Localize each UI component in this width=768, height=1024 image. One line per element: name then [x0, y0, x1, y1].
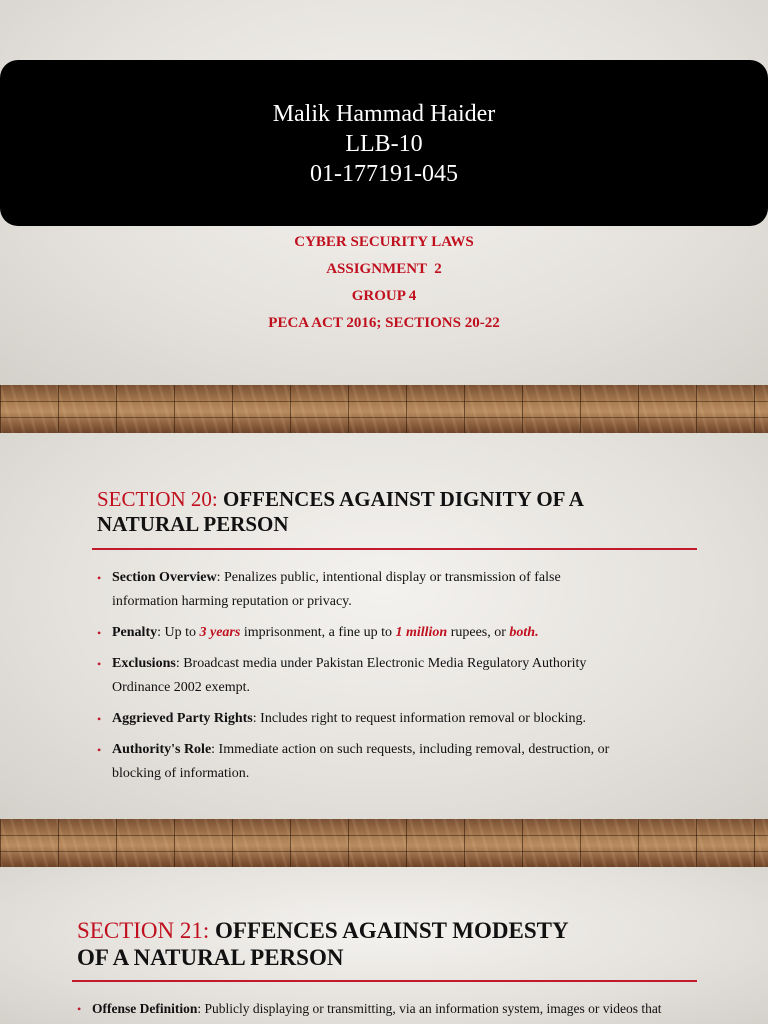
section-20-bullets: [97, 566, 717, 793]
bullet-penalty: • Penalty: Up to 3 years imprisonment, a fine up to 1 million rupees, or both.: [97, 621, 717, 645]
section-20-title-1: OFFENCES AGAINST DIGNITY OF A: [223, 487, 584, 511]
author-enrollment: 01-177191-045: [310, 161, 458, 187]
bullet-offense: • Offense Definition: Publicly displaying or transmitting, via an information system, images or videos that: [77, 997, 757, 1021]
bullet-dot-icon: •: [77, 1002, 82, 1016]
title-box: [0, 60, 768, 226]
section-20-divider: [92, 548, 697, 550]
bullet-dot-icon: •: [97, 743, 102, 757]
subtitle-group: GROUP 4: [351, 288, 417, 304]
slide-3: [0, 867, 768, 1024]
section-21-number: SECTION 21:: [77, 918, 210, 943]
author-name: Malik Hammad Haider: [272, 101, 496, 127]
slide-1: [0, 0, 768, 385]
section-21-heading: [77, 917, 569, 971]
bullet-authority: • Authority's Role: Immediate action on such requests, including removal, destruction, or blocking of information.: [97, 738, 717, 786]
section-21-title-2: OF A NATURAL PERSON: [77, 945, 344, 970]
section-21-title-1: OFFENCES AGAINST MODESTY: [215, 918, 569, 943]
subtitle-course: CYBER SECURITY LAWS: [294, 234, 474, 250]
wood-floor-2: [0, 819, 768, 867]
slide-2: [0, 433, 768, 819]
bullet-dot-icon: •: [97, 657, 102, 671]
bullet-exclusions: • Exclusions: Broadcast media under Pakistan Electronic Media Regulatory Authority Ordinance 2002 exempt.: [97, 652, 717, 700]
bullet-dot-icon: •: [97, 712, 102, 726]
wood-floor-1: [0, 385, 768, 433]
bullet-overview: • Section Overview: Penalizes public, intentional display or transmission of false information harming reputation or privacy.: [97, 566, 717, 614]
section-21-divider: [72, 980, 697, 982]
subtitle-act: PECA ACT 2016; SECTIONS 20-22: [268, 315, 500, 331]
section-20-heading: [97, 487, 584, 537]
bullet-aggrieved: • Aggrieved Party Rights: Includes right to request information removal or blocking.: [97, 707, 717, 731]
author-class: LLB-10: [345, 131, 423, 157]
section-20-number: SECTION 20:: [97, 487, 218, 511]
section-20-title-2: NATURAL PERSON: [97, 512, 289, 536]
section-21-bullets: [77, 997, 757, 1024]
bullet-dot-icon: •: [97, 626, 102, 640]
bullet-dot-icon: •: [97, 571, 102, 585]
subtitle-assignment: ASSIGNMENT 2: [326, 261, 442, 277]
